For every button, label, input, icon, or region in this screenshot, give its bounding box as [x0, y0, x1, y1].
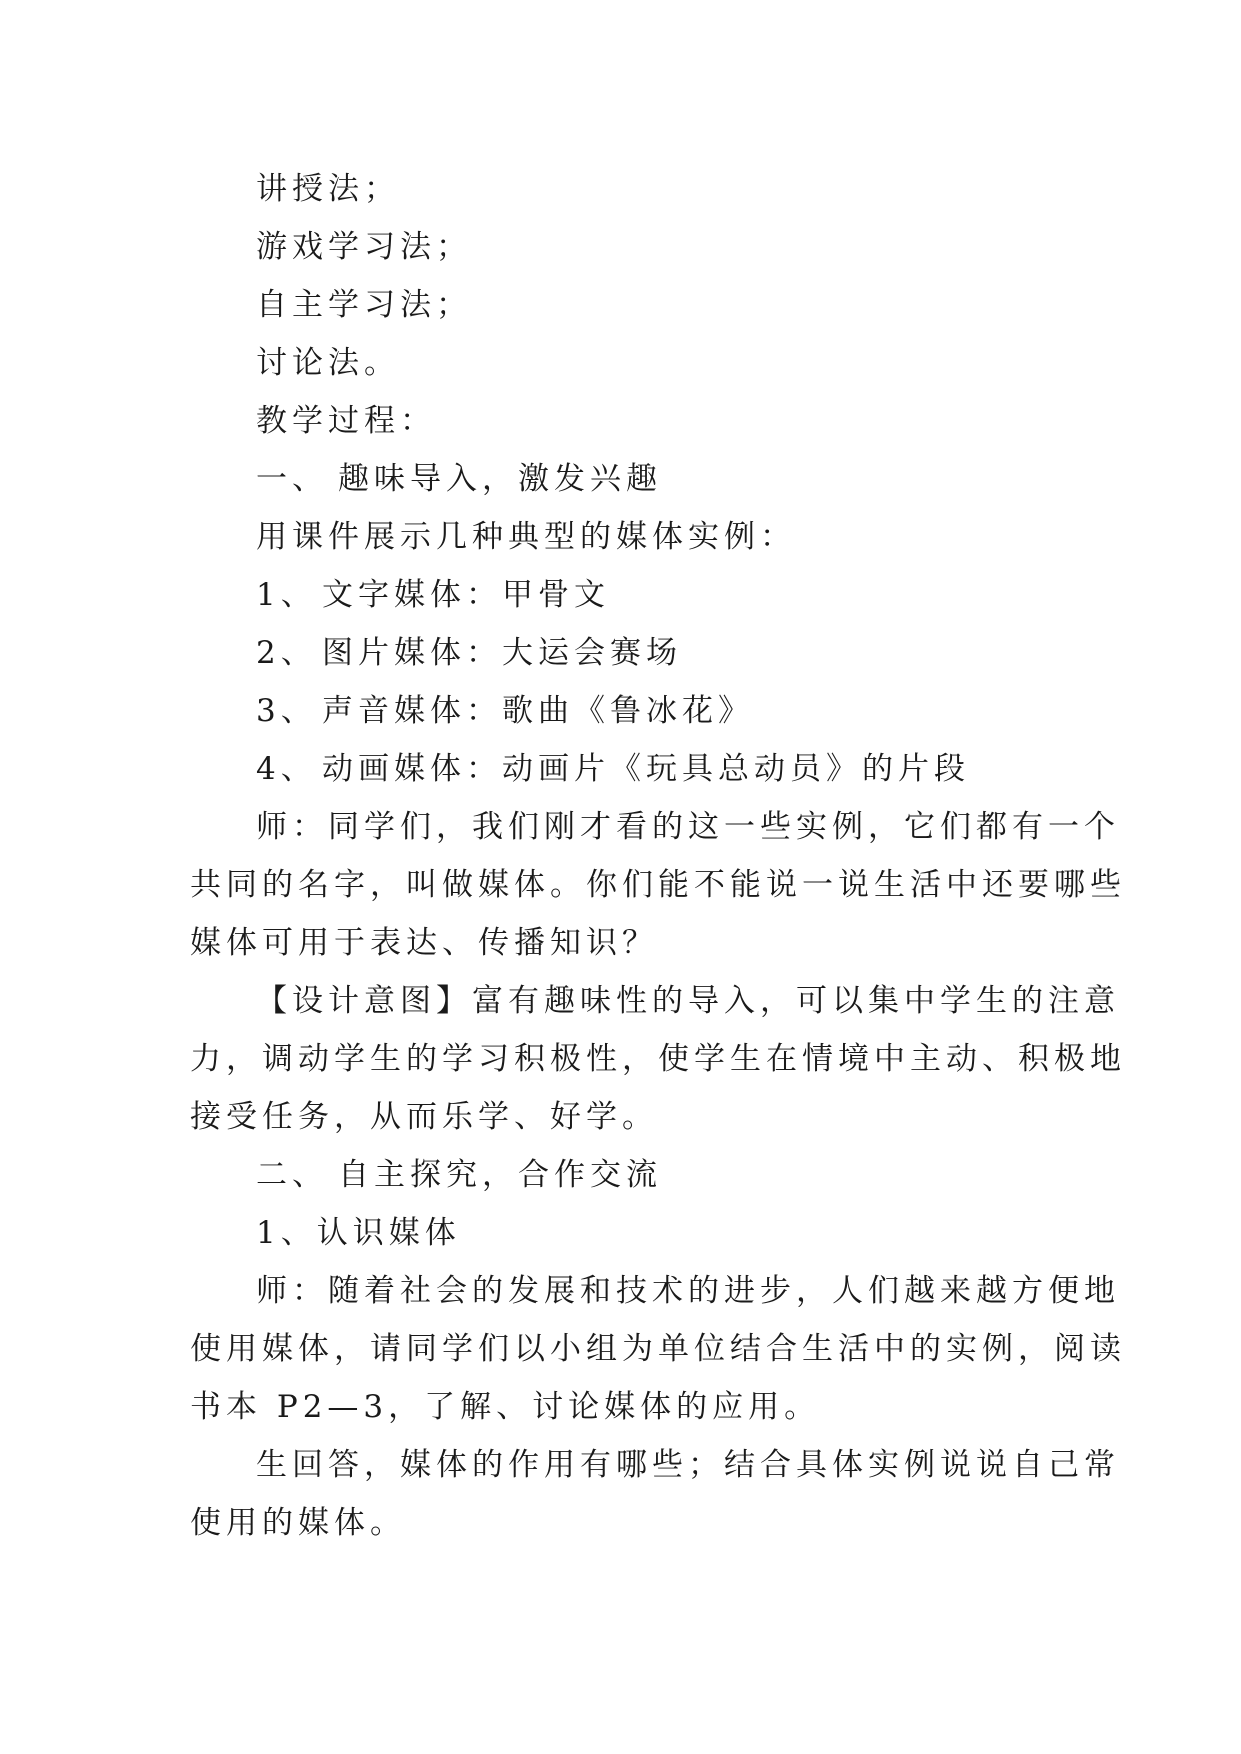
method-game-learning: 游戏学习法；	[256, 229, 472, 265]
paragraph-line: 力，调动学生的学习积极性，使学生在情境中主动、积极地	[190, 1041, 1126, 1077]
paragraph-line: 【设计意图】富有趣味性的导入，可以集中学生的注意	[256, 983, 1120, 1019]
section-2-heading	[190, 1146, 1052, 1204]
paragraph-line: 师：同学们，我们刚才看的这一些实例，它们都有一个	[256, 809, 1120, 845]
media-example	[190, 682, 1052, 740]
paragraph-line: 接受任务，从而乐学、好学。	[190, 1099, 658, 1135]
media-example-number: 2、	[256, 635, 317, 671]
media-example-number: 4、	[256, 751, 317, 787]
media-example	[190, 624, 1052, 682]
section-1-heading	[190, 450, 1052, 508]
student-answer-paragraph	[190, 1436, 1120, 1552]
media-example-text: 动画媒体：动画片《玩具总动员》的片段	[322, 751, 970, 787]
paragraph-line: 使用媒体，请同学们以小组为单位结合生活中的实例，阅读	[190, 1331, 1126, 1367]
paragraph-line: 媒体可用于表达、传播知识？	[190, 925, 658, 961]
media-example	[190, 566, 1052, 624]
paragraph-line: 共同的名字，叫做媒体。你们能不能说一说生活中还要哪些	[190, 867, 1126, 903]
media-example-text: 文字媒体：甲骨文	[322, 577, 610, 613]
design-intent-paragraph	[190, 972, 1126, 1146]
teacher-question-paragraph	[190, 798, 1126, 972]
media-example-text: 图片媒体：大运会赛场	[322, 635, 682, 671]
paragraph-line: 书本 P2—3，了解、讨论媒体的应用。	[190, 1389, 821, 1425]
media-example	[190, 740, 1052, 798]
paragraph-line: 使用的媒体。	[190, 1505, 406, 1541]
method-lecture: 讲授法；	[256, 171, 400, 207]
section-1-title: 趣味导入，激发兴趣	[338, 461, 662, 497]
process-heading: 教学过程：	[256, 403, 436, 439]
method-self-learning: 自主学习法；	[256, 287, 472, 323]
section-2-title: 自主探究，合作交流	[338, 1157, 662, 1193]
media-example-text: 声音媒体：歌曲《鲁冰花》	[322, 693, 754, 729]
section-2-number: 二、	[256, 1157, 328, 1193]
paragraph-line: 生回答，媒体的作用有哪些；结合具体实例说说自己常	[256, 1447, 1120, 1483]
teacher-instruction-paragraph	[190, 1262, 1126, 1436]
intro-line: 用课件展示几种典型的媒体实例：	[256, 519, 796, 555]
subsection-1-heading: 1、认识媒体	[256, 1215, 461, 1251]
media-example-number: 1、	[256, 577, 317, 613]
document-page	[190, 160, 1126, 1552]
method-discussion: 讨论法。	[256, 345, 400, 381]
section-1-number: 一、	[256, 461, 328, 497]
paragraph-line: 师：随着社会的发展和技术的进步，人们越来越方便地	[256, 1273, 1120, 1309]
media-example-number: 3、	[256, 693, 317, 729]
